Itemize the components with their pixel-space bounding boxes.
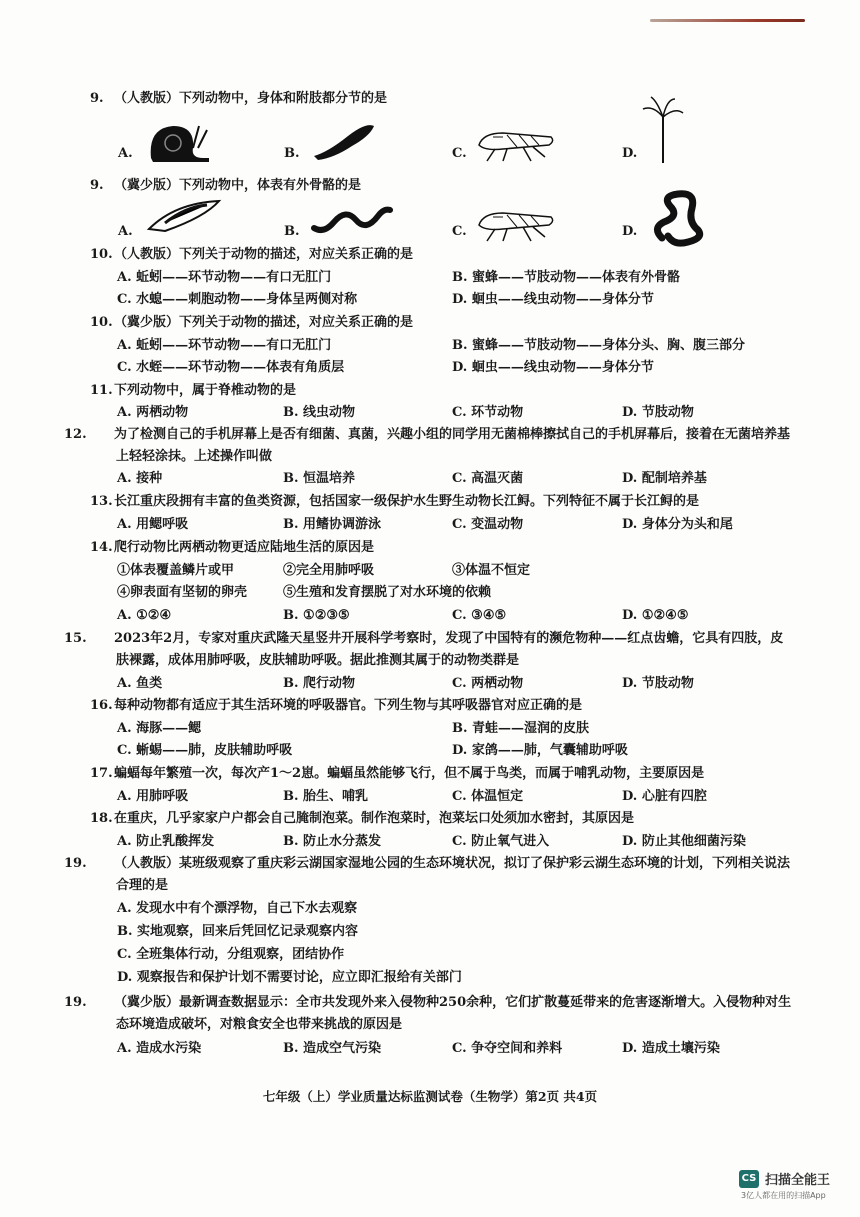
question-stem: （冀少版）最新调查数据显示：全市共发现外来入侵物种250余种，它们扩散蔓延带来的危害逐渐增大。入侵物种对生态环境造成破坏，对粮食安全也带来挑战的原因是	[114, 995, 792, 1032]
option-a[interactable]: A. 鱼类	[117, 676, 163, 691]
option-d[interactable]: D.	[622, 146, 638, 161]
option-c[interactable]: C. 争夺空间和养料	[452, 1041, 563, 1056]
earthworm-icon	[308, 198, 393, 238]
question-stem: 下列动物中，属于脊椎动物的是	[114, 383, 297, 398]
question-number: 9.	[90, 178, 104, 193]
question-number: 12.	[64, 427, 87, 442]
question-stem: （人教版）某班级观察了重庆彩云湖国家湿地公园的生态环境状况，拟订了保护彩云湖生态环境的计划，下列相关说法合理的是	[114, 856, 791, 893]
fish-icon	[145, 195, 225, 235]
question-number: 15.	[64, 631, 87, 646]
option-c[interactable]: C.	[452, 146, 467, 161]
option-c[interactable]: C. 变温动物	[452, 517, 524, 532]
question-number: 19.	[64, 856, 87, 871]
question-number: 10.	[90, 247, 113, 262]
option-a[interactable]: A. 接种	[117, 471, 163, 486]
option-a[interactable]: A. 两栖动物	[117, 405, 189, 420]
option-c[interactable]: C.	[452, 224, 467, 239]
question-17	[90, 763, 704, 785]
grasshopper-icon	[473, 205, 558, 245]
option-a[interactable]: A. 蚯蚓——环节动物——有口无肛门	[117, 270, 332, 285]
question-stem: （冀少版）下列动物中，体表有外骨骼的是	[114, 178, 362, 193]
option-d[interactable]: D. 身体分为头和尾	[622, 517, 733, 532]
option-b[interactable]: B. 蜜蜂——节肢动物——身体分头、胸、腹三部分	[452, 338, 746, 353]
option-a[interactable]: A. 发现水中有个漂浮物，自己下水去观察	[117, 901, 358, 916]
option-d[interactable]: D. 造成土壤污染	[622, 1041, 720, 1056]
option-c[interactable]: C. 体温恒定	[452, 789, 524, 804]
option-b[interactable]: B. 防止水分蒸发	[283, 834, 382, 849]
option-c[interactable]: C. 环节动物	[452, 405, 524, 420]
option-b[interactable]: B. 爬行动物	[283, 676, 356, 691]
option-b[interactable]: B. 造成空气污染	[283, 1041, 382, 1056]
option-d[interactable]: D. ①②④⑤	[622, 608, 689, 623]
question-14	[90, 537, 374, 559]
statement-1: ①体表覆盖鳞片或甲	[117, 563, 235, 578]
option-c[interactable]: C. 蜥蜴——肺，皮肤辅助呼吸	[117, 743, 293, 758]
option-a[interactable]: A.	[118, 146, 133, 161]
question-number: 17.	[90, 766, 113, 781]
option-a[interactable]: A. 防止乳酸挥发	[117, 834, 215, 849]
question-stem: 2023年2月，专家对重庆武隆天星竖井开展科学考察时，发现了中国特有的濒危物种——红点齿蟾，它具有四肢，皮肤裸露，成体用肺呼吸，皮肤辅助呼吸。据此推测其属于的动物类群是	[114, 631, 784, 668]
statement-2: ②完全用肺呼吸	[283, 563, 375, 578]
option-a[interactable]: A. ①②④	[117, 608, 172, 623]
question-stem: （冀少版）下列关于动物的描述，对应关系正确的是	[114, 315, 414, 330]
option-d[interactable]: D. 节肢动物	[622, 405, 694, 420]
question-12	[64, 424, 796, 468]
option-c[interactable]: C. 高温灭菌	[452, 471, 524, 486]
snake-icon	[648, 188, 708, 248]
option-c[interactable]: C. 两栖动物	[452, 676, 524, 691]
option-b[interactable]: B. 胎生、哺乳	[283, 789, 369, 804]
leech-icon	[308, 118, 378, 163]
option-d[interactable]: D.	[622, 224, 638, 239]
watermark-name: 扫描全能王	[765, 1173, 831, 1188]
question-10a	[90, 244, 413, 266]
question-19a	[64, 853, 796, 897]
watermark-tagline: 3亿人都在用的扫描App	[741, 1191, 826, 1200]
question-number: 16.	[90, 698, 113, 713]
option-d[interactable]: D. 配制培养基	[622, 471, 707, 486]
camscanner-logo-icon: CS	[739, 1170, 759, 1188]
question-stem: （人教版）下列动物中，身体和附肢都分节的是	[114, 91, 388, 106]
question-number: 19.	[64, 995, 87, 1010]
option-d[interactable]: D. 蛔虫——线虫动物——身体分节	[452, 360, 654, 375]
statement-5: ⑤生殖和发育摆脱了对水环境的依赖	[283, 585, 492, 600]
question-stem: （人教版）下列关于动物的描述，对应关系正确的是	[114, 247, 414, 262]
question-stem: 每种动物都有适应于其生活环境的呼吸器官。下列生物与其呼吸器官对应正确的是	[114, 698, 583, 713]
question-number: 10.	[90, 315, 113, 330]
question-19b	[64, 992, 796, 1036]
option-b[interactable]: B. 恒温培养	[283, 471, 356, 486]
option-d[interactable]: D. 心脏有四腔	[622, 789, 707, 804]
option-a[interactable]: A. 蚯蚓——环节动物——有口无肛门	[117, 338, 332, 353]
option-a[interactable]: A. 海豚——鳃	[117, 721, 202, 736]
option-c[interactable]: C. 防止氧气进入	[452, 834, 550, 849]
question-number: 9.	[90, 91, 104, 106]
option-b[interactable]: B. ①②③⑤	[283, 608, 350, 623]
option-b[interactable]: B.	[284, 146, 300, 161]
question-16	[90, 695, 582, 717]
grasshopper-icon	[473, 125, 558, 165]
option-b[interactable]: B.	[284, 224, 300, 239]
option-d[interactable]: D. 家鸽——肺，气囊辅助呼吸	[452, 743, 628, 758]
option-a[interactable]: A. 造成水污染	[117, 1041, 202, 1056]
question-13	[90, 491, 699, 513]
option-d[interactable]: D. 蛔虫——线虫动物——身体分节	[452, 292, 654, 307]
statement-4: ④卵表面有坚韧的卵壳	[117, 585, 248, 600]
question-number: 18.	[90, 811, 113, 826]
scan-edge-mark	[650, 19, 805, 22]
option-c[interactable]: C. 水蛭——环节动物——体表有角质层	[117, 360, 345, 375]
option-a[interactable]: A. 用肺呼吸	[117, 789, 189, 804]
option-d[interactable]: D. 节肢动物	[622, 676, 694, 691]
question-15	[64, 628, 796, 672]
question-18	[90, 808, 634, 830]
option-d[interactable]: D. 观察报告和保护计划不需要讨论，应立即汇报给有关部门	[117, 970, 462, 985]
option-b[interactable]: B. 线虫动物	[283, 405, 356, 420]
question-9a	[90, 88, 387, 110]
option-c[interactable]: C. ③④⑤	[452, 608, 507, 623]
statement-3: ③体温不恒定	[452, 563, 531, 578]
question-stem: 在重庆，几乎家家户户都会自己腌制泡菜。制作泡菜时，泡菜坛口处须加水密封，其原因是	[114, 811, 635, 826]
question-number: 13.	[90, 494, 113, 509]
option-c[interactable]: C. 水螅——刺胞动物——身体呈两侧对称	[117, 292, 358, 307]
question-stem: 爬行动物比两栖动物更适应陆地生活的原因是	[114, 540, 375, 555]
question-10b	[90, 312, 413, 334]
question-stem: 蝙蝠每年繁殖一次，每次产1～2崽。蝙蝠虽然能够飞行，但不属于鸟类，而属于哺乳动物，主要原因是	[114, 766, 705, 781]
hydra-icon	[637, 95, 687, 165]
option-b[interactable]: B. 蜜蜂——节肢动物——体表有外骨骼	[452, 270, 681, 285]
option-d[interactable]: D. 防止其他细菌污染	[622, 834, 746, 849]
option-b[interactable]: B. 实地观察，回来后凭回忆记录观察内容	[117, 924, 359, 939]
option-b[interactable]: B. 用鳍协调游泳	[283, 517, 382, 532]
question-number: 11.	[90, 383, 113, 398]
question-11	[90, 380, 296, 402]
option-a[interactable]: A.	[118, 224, 133, 239]
option-c[interactable]: C. 全班集体行动，分组观察，团结协作	[117, 947, 345, 962]
question-stem: 长江重庆段拥有丰富的鱼类资源，包括国家一级保护水生野生动物长江鲟。下列特征不属于长江鲟的是	[114, 494, 700, 509]
question-9b	[90, 175, 361, 197]
question-stem: 为了检测自己的手机屏幕上是否有细菌、真菌，兴趣小组的同学用无菌棉棒擦拭自己的手机屏幕后，接着在无菌培养基上轻轻涂抹。上述操作叫做	[114, 427, 791, 464]
snail-icon	[143, 118, 213, 163]
option-b[interactable]: B. 青蛙——湿润的皮肤	[452, 721, 590, 736]
scanner-watermark	[739, 1169, 830, 1188]
page-footer: 七年级（上）学业质量达标监测试卷（生物学）第2页 共4页	[262, 1089, 598, 1104]
option-a[interactable]: A. 用鳃呼吸	[117, 517, 189, 532]
question-number: 14.	[90, 540, 113, 555]
